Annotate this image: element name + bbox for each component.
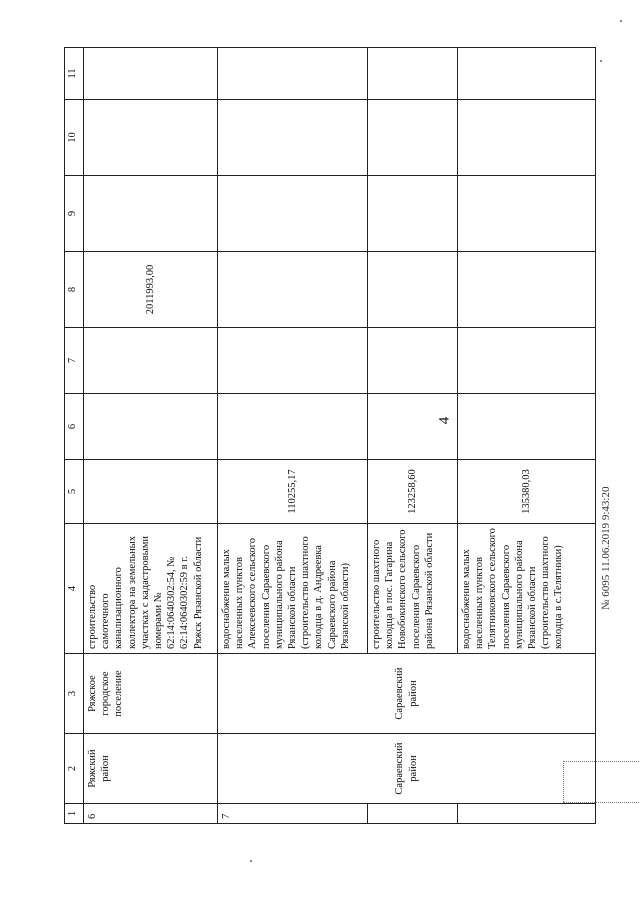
document-table [64,47,596,824]
scan-artifact [600,60,602,62]
header-cell: 4 [65,524,84,654]
district-cell: Ряжский район [84,734,218,804]
row-number: 7 [218,804,368,824]
row-number: 6 [84,804,218,824]
header-cell: 7 [65,328,84,394]
page-number: 4 [436,416,453,425]
object-cell: водоснабжение малых населенных пунктов Алексеевского сельского поселения Сараевского муниципального района Рязанской области (строительство шахтного колодца в д. Андреевка Сараевского района Рязанской области) [218,524,368,654]
amount-cell: 110255,17 [218,460,368,524]
scan-artifact [620,20,622,22]
header-cell: 5 [65,460,84,524]
row-number [458,804,596,824]
amount-cell [368,252,458,328]
object-cell: водоснабжение малых населенных пунктов Телятниковского сельского поселения Сараевского муниципального района Рязанской области (строительство шахтного колодца в с.Телятники) [458,524,596,654]
table-row [218,48,368,824]
header-cell: 8 [65,252,84,328]
header-cell: 2 [65,734,84,804]
amount-cell: 135380,03 [458,460,596,524]
document-registration-mark: № 6095 11.06.2019 9:43:20 [600,486,612,610]
stamp-mark [563,761,640,803]
header-cell: 9 [65,176,84,252]
amount-cell: 2011993,00 [84,252,218,328]
amount-cell [218,252,368,328]
amount-cell: 123258,60 [368,460,458,524]
scan-artifact [250,860,252,862]
amount-cell [458,252,596,328]
header-cell: 1 [65,804,84,824]
header-row [65,48,84,824]
table-row [84,48,218,824]
settlement-cell: Сараевский район [218,654,596,734]
settlement-cell: Ряжское городское поселение [84,654,218,734]
object-cell: строительство самотечного канализационного коллектора на земельных участках с кадастровыми номерами № 62:14:0640302:54, № 62:14:0640302:59 в г. Ряжск Рязанской области [84,524,218,654]
header-cell: 10 [65,100,84,176]
amount-cell [84,460,218,524]
header-cell: 6 [65,394,84,460]
row-number [368,804,458,824]
header-cell: 11 [65,48,84,100]
object-cell: строительство шахтного колодца в пос. Гагарина Новобокинского сельского поселения Сараевского района Рязанской области [368,524,458,654]
header-cell: 3 [65,654,84,734]
district-cell: Сараевский район [218,734,596,804]
document-table-frame [64,48,594,824]
